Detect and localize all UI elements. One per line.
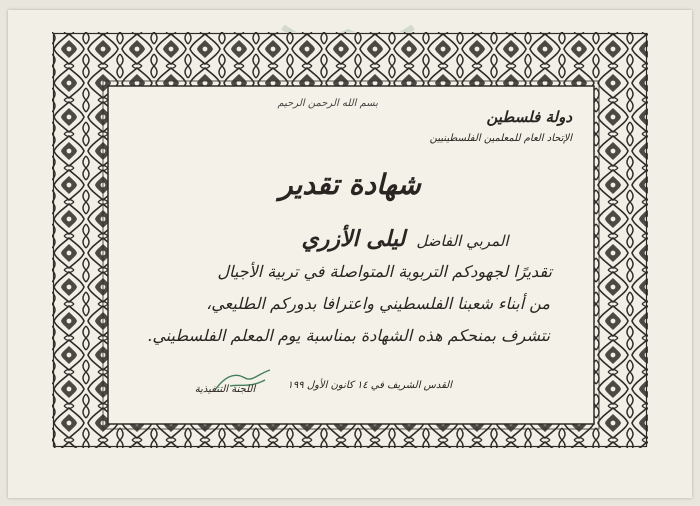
recipient-name: ليلى الأزري (301, 226, 406, 252)
recipient-line (290, 226, 520, 252)
recipient-prefix: المربي الفاضل (416, 232, 509, 250)
place-date: القدس الشريف في ١٤ كانون الأول ١٩٩ (287, 380, 452, 391)
certificate-title: شهادة تقدير (279, 168, 421, 201)
body-line-3: نتشرف بمنحكم هذه الشهادة بمناسبة يوم المعلم الفلسطيني. (147, 326, 550, 345)
basmala-calligraphy: بسم الله الرحمن الرحيم (277, 98, 378, 109)
executive-committee: اللجنة التنفيذية (194, 384, 256, 395)
body-line-2: من أبناء شعبنا الفلسطيني واعترافا بدوركم الطليعي، (206, 294, 550, 313)
state-name: دولة فلسطين (486, 108, 572, 126)
union-name: الإتحاد العام للمعلمين الفلسطينيين (429, 133, 572, 144)
body-line-1: تقديرًا لجهودكم التربوية المتواصلة في تربية الأجيال (217, 262, 552, 281)
